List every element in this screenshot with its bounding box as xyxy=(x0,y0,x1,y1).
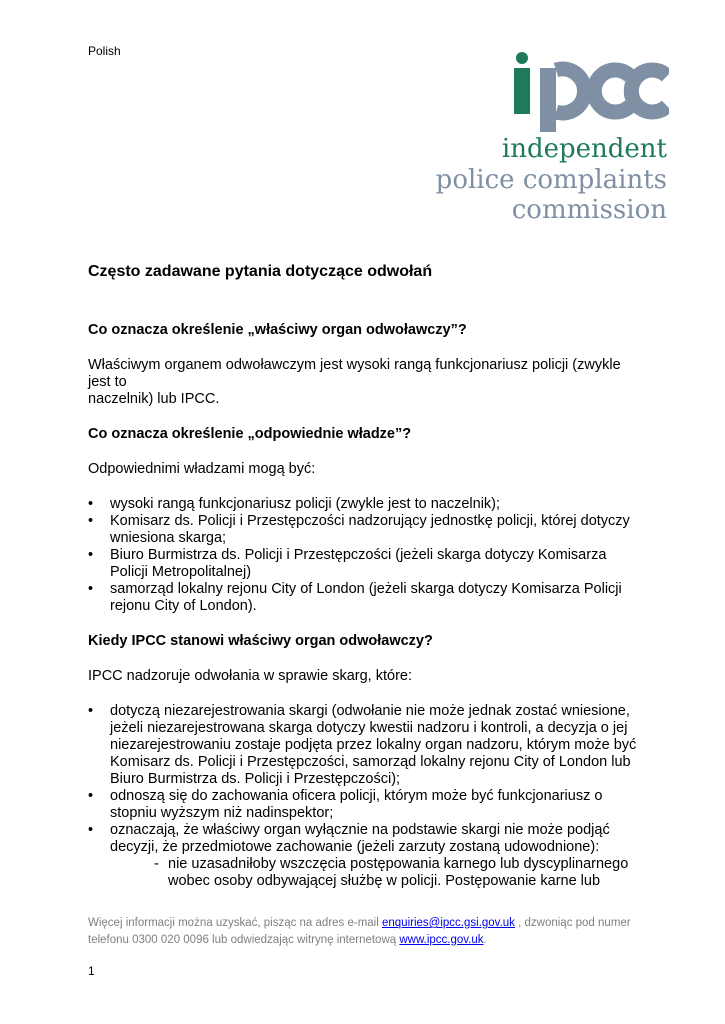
list-item: • Biuro Burmistrza ds. Policji i Przestępczości (jeżeli skarga dotyczy Komisarza Policji Metropolitalnej) xyxy=(88,547,638,581)
page-title: Często zadawane pytania dotyczące odwołań xyxy=(88,263,433,280)
answer-3-intro: IPCC nadzoruje odwołania w sprawie skarg, które: xyxy=(88,668,412,684)
logo-line-independent: independent xyxy=(501,134,667,164)
answer-2-intro: Odpowiednimi władzami mogą być: xyxy=(88,461,316,477)
authorities-list xyxy=(88,496,638,615)
list-item: • odnoszą się do zachowania oficera policji, którym może być funkcjonariusz o stopniu wyższym niż nadinspektor; xyxy=(88,788,638,822)
answer-1-line-1: Właściwym organem odwoławczym jest wysoki rangą funkcjonariusz policji (zwykle xyxy=(88,357,621,373)
list-item: • Komisarz ds. Policji i Przestępczości nadzorujący jednostkę policji, której dotyczy wniesiona skarga; xyxy=(88,513,638,547)
sub-item-dash: - xyxy=(154,856,159,872)
ipcc-logo-word xyxy=(513,52,669,132)
document-body xyxy=(88,262,638,890)
logo-line-police-complaints: police complaints xyxy=(435,165,667,195)
website-link[interactable]: www.ipcc.gov.uk xyxy=(399,934,484,946)
answer-1-line-3: naczelnik) lub IPCC. xyxy=(88,391,220,407)
language-label: Polish xyxy=(88,44,121,58)
sub-item-line-1: nie uzasadniłoby wszczęcia postępowania karnego lub dyscyplinarnego xyxy=(168,856,629,872)
question-2: Co oznacza określenie „odpowiednie władze”? xyxy=(88,426,412,442)
email-link[interactable]: enquiries@ipcc.gsi.gov.uk xyxy=(382,917,515,929)
list-item: • wysoki rangą funkcjonariusz policji (zwykle jest to naczelnik); xyxy=(88,496,638,513)
page-number: 1 xyxy=(88,964,95,978)
list-item: • samorząd lokalny rejonu City of London (jeżeli skarga dotyczy Komisarza Policji rejonu City of London). xyxy=(88,581,638,615)
logo-line-commission: commission xyxy=(511,195,667,225)
sub-item-line-2: wobec osoby odbywającej służbę w policji. Postępowanie karne lub xyxy=(168,873,601,889)
ipcc-logo xyxy=(435,52,669,225)
appeals-list xyxy=(88,703,638,856)
question-1: Co oznacza określenie „właściwy organ odwoławczy”? xyxy=(88,322,467,338)
footer-text-2: , dzwoniąc pod numer telefonu 0300 020 0096 lub odwiedzając witrynę internetową xyxy=(88,917,631,946)
answer-1 xyxy=(88,357,638,408)
footer-text-1: Więcej informacji można uzyskać, pisząc na adres e-mail xyxy=(88,917,382,929)
list-item: • dotyczą niezarejestrowania skargi (odwołanie nie może jednak zostać wniesione, jeżeli niezarejestrowana skarga dotyczy kwestii nadzoru i kontroli, a decyzja o jej niezarejestrowaniu zostaje podjęta przez lokalny organ nadzoru, którym może być Komisarz ds. Policji i Przestępczości, samorząd lokalny rejonu City of London lub Biuro Burmistrza ds. Policji i Przestępczości); xyxy=(88,703,638,788)
answer-1-line-2: jest to xyxy=(88,374,127,390)
footer-note xyxy=(88,915,648,949)
footer-text-3: . xyxy=(483,934,487,946)
sub-item xyxy=(88,856,638,890)
question-3: Kiedy IPCC stanowi właściwy organ odwoławczy? xyxy=(88,633,433,649)
list-item: • oznaczają, że właściwy organ wyłącznie na podstawie skargi nie może podjąć decyzji, że przedmiotowe zachowanie (jeżeli zarzuty zostaną udowodnione): xyxy=(88,822,638,856)
